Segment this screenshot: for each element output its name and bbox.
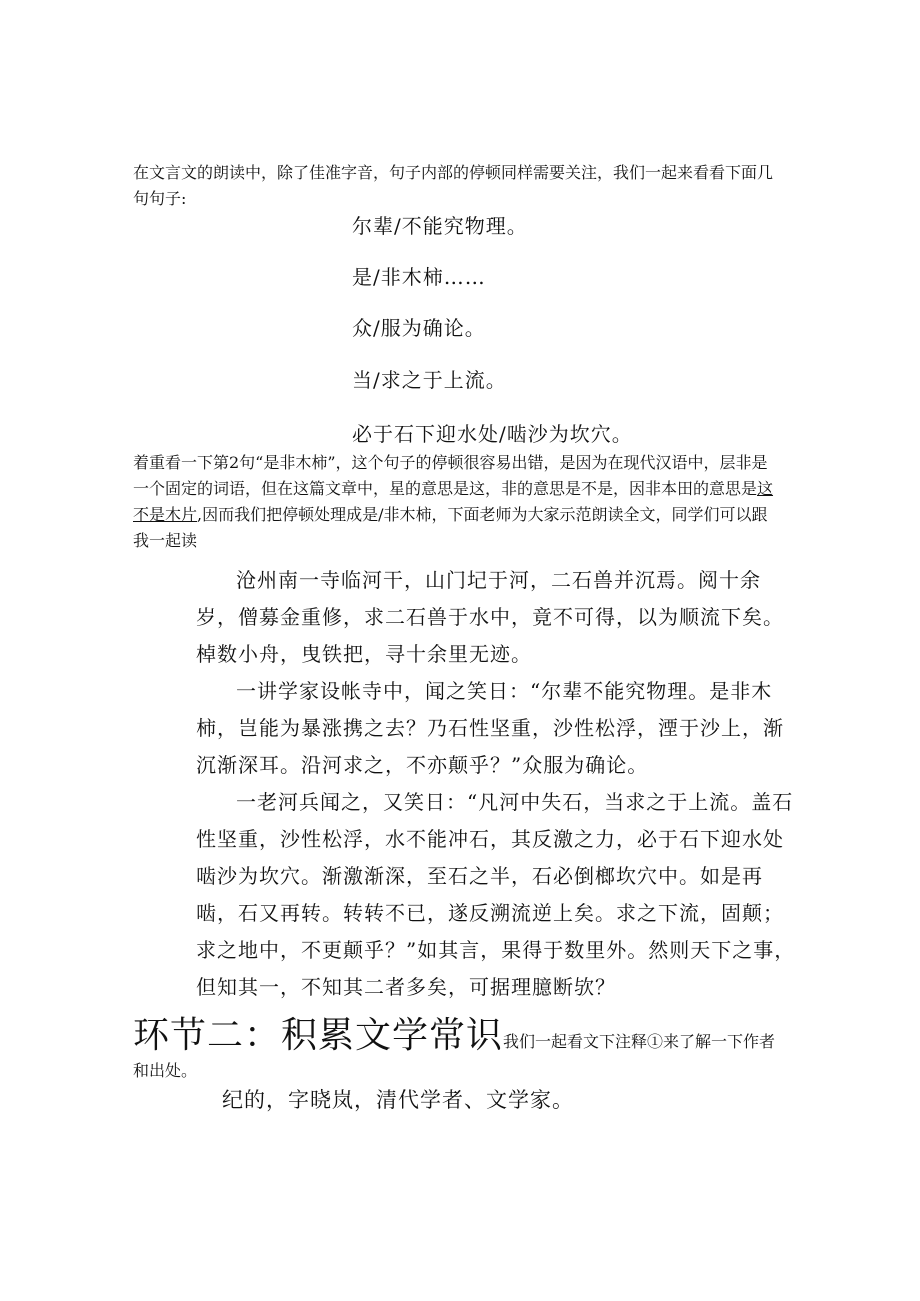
section-heading-line xyxy=(133,1012,793,1060)
example-sentence-4: 当/求之于上流。 xyxy=(352,368,507,392)
explanation-paragraph xyxy=(133,450,783,554)
passage-paragraph-1: 沧州南一寺临河干，山门圮于河，二石兽并沉焉。阅十余岁，僧募金重修，求二石兽于水中，竟不可得，以为顺流下矣。棹数小舟，曳铁把，寻十余里无迹。 xyxy=(196,568,784,666)
intro-paragraph: 在文言文的朗读中，除了佳准字音，句子内部的停顿同样需要关注，我们一起来看看下面几句句子: xyxy=(133,163,774,208)
example-sentence-1: 尔辈/不能究物理。 xyxy=(352,214,528,238)
author-bio: 纪的，字晓岚，清代学者、文学家。 xyxy=(222,1088,574,1112)
section-intro-tail: 和出处。 xyxy=(133,1061,198,1080)
section-heading: 环节二：积累文学常识 xyxy=(133,1015,504,1056)
example-sentence-3: 众/服为确论。 xyxy=(352,316,486,340)
passage-paragraph-2: 一讲学家设帐寺中，闻之笑日：“尔辈不能究物理。是非木柿，岂能为暴涨携之去？乃石性坚重，沙性松浮，湮于沙上，渐沉渐深耳。沿河求之，不亦颠乎？”众服为确论。 xyxy=(196,679,784,777)
section-intro-text: 我们一起看文下注释①来了解一下作者 xyxy=(503,1032,776,1051)
explanation-text-after: ,因而我们把停顿处理成是/非木柿，下面老师为大家示范朗读全文，同学们可以跟我一起读 xyxy=(133,505,768,550)
classical-passage xyxy=(196,562,796,1006)
explanation-text: 着重看一下第2句“是非木柿”，这个句子的停顿很容易出错，是因为在现代汉语中，层非是一个固定的词语，但在这篇文章中，星的意思是这，非的意思是不是，因非本田的意思是 xyxy=(133,453,768,498)
underlined-phrase: 这不是木片 xyxy=(133,479,774,524)
example-sentence-5: 必于石下迎水处/啮沙为坎穴。 xyxy=(352,422,633,446)
example-sentence-2: 是/非木柿…… xyxy=(352,265,486,289)
passage-paragraph-3: 一老河兵闻之，又笑日：“凡河中失石，当求之于上流。盖石性坚重，沙性松浮，水不能冲石，其反激之力，必于石下迎水处啮沙为坎穴。渐激渐深，至石之半，石必倒榔坎穴中。如是再啮，石又再转。转转不已，遂反溯流逆上矣。求之下流，固颠；求之地中，不更颠乎？”如其言，果得于数里外。然则天下之事，但知其一，不知其二者多矣，可据理臆断欤？ xyxy=(196,790,796,999)
